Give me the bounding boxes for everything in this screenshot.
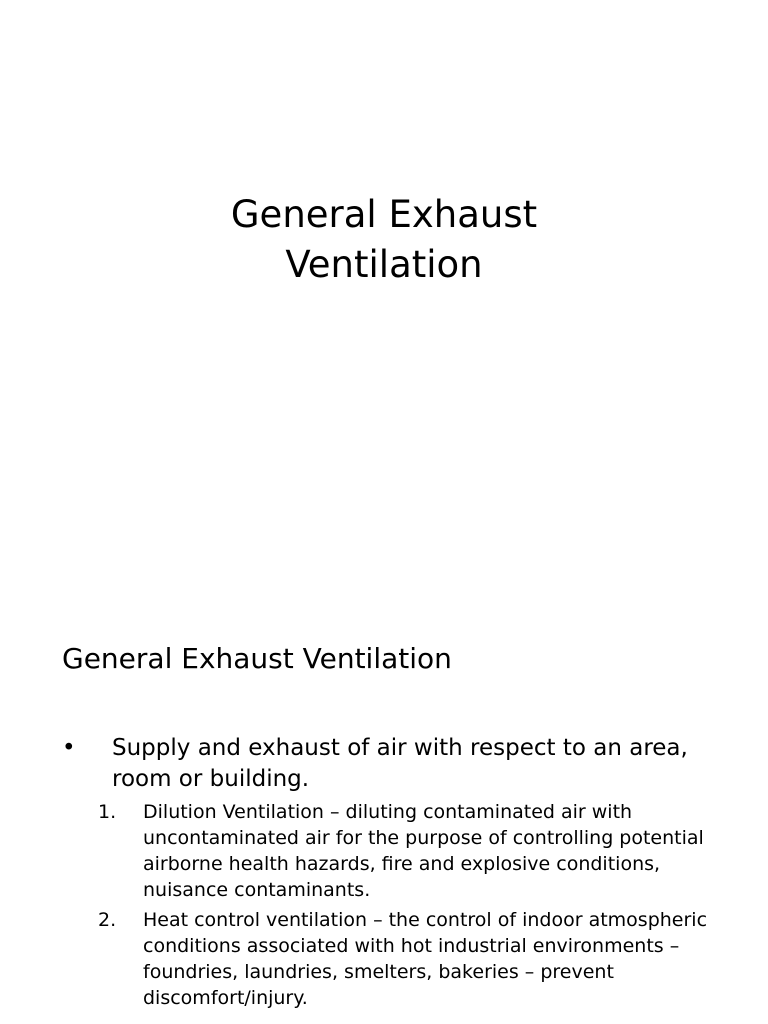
list-item-number: 2. [98,909,117,931]
bullet-list [62,733,742,1015]
bullet-marker: • [62,735,76,761]
slide-title-line-1: General Exhaust [230,193,538,236]
bullet-item [62,733,742,795]
list-item [98,907,708,1011]
slide-title [0,190,768,290]
slide-title-line-2: Ventilation [285,243,483,286]
numbered-list [98,799,708,1011]
list-item-text: Dilution Ventilation – diluting contaminated air with uncontaminated air for the purpose of controlling potential airborne health hazards, fire and explosive conditions, nuisance contaminants. [143,801,704,901]
content-slide-title: General Exhaust Ventilation [62,642,452,675]
bullet-text: Supply and exhaust of air with respect to an area, room or building. [112,735,688,792]
list-item [98,799,708,903]
content-slide [0,576,768,1024]
list-item-text: Heat control ventilation – the control of indoor atmospheric conditions associated with hot industrial environments – foundries, laundries, smelters, bakeries – prevent discomfort/injury. [143,909,708,1009]
list-item-number: 1. [98,801,117,823]
